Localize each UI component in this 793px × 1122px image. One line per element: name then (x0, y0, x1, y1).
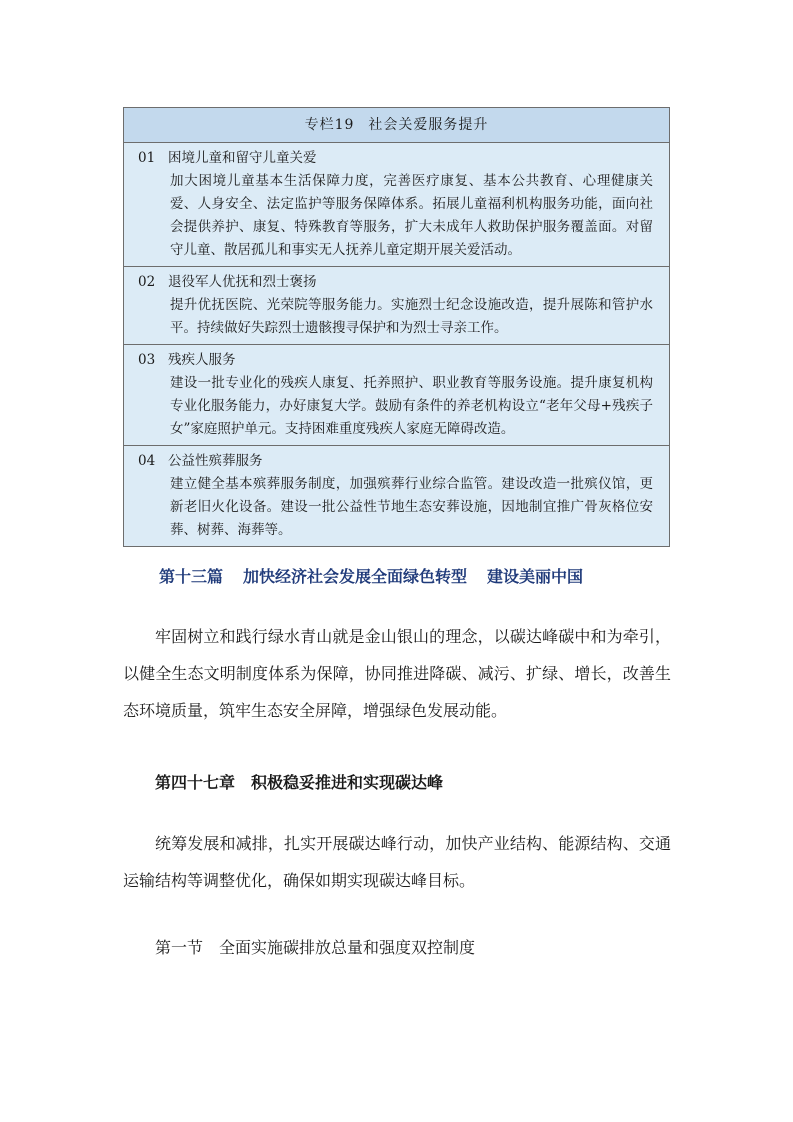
item-heading: 公益性殡葬服务 (168, 453, 263, 469)
part-title-a: 加快经济社会发展全面绿色转型 (243, 567, 468, 586)
chapter-label: 第四十七章 (155, 773, 236, 792)
item-number: 04 (138, 453, 156, 469)
item-body: 提升优抚医院、光荣院等服务能力。实施烈士纪念设施改造，提升展陈和管护水平。持续做好失踪烈士遗骸搜寻保护和为烈士寻亲工作。 (170, 297, 653, 336)
item-number: 03 (138, 352, 156, 368)
item-heading: 退役军人优抚和烈士褒扬 (168, 274, 317, 290)
column-title-text: 社会关爱服务提升 (368, 117, 489, 133)
item-number: 02 (138, 274, 156, 290)
column-item-04 (124, 446, 669, 546)
section-heading (155, 933, 475, 963)
section-label: 第一节 (155, 938, 204, 957)
item-heading: 困境儿童和留守儿童关爱 (168, 150, 317, 166)
chapter-paragraph: 统筹发展和减排，扎实开展碳达峰行动，加快产业结构、能源结构、交通运输结构等调整优化，确保如期实现碳达峰目标。 (123, 834, 671, 890)
part-label: 第十三篇 (159, 567, 224, 586)
column-title (124, 108, 669, 143)
column-item-02 (124, 267, 669, 345)
item-body: 建立健全基本殡葬服务制度，加强殡葬行业综合监管。建设改造一批殡仪馆，更新老旧火化设备。建设一批公益性节地生态安葬设施，因地制宜推广骨灰格位安葬、树葬、海葬等。 (170, 476, 653, 538)
item-body: 加大困境儿童基本生活保障力度，完善医疗康复、基本公共教育、心理健康关爱、人身安全、法定监护等服务保障体系。拓展儿童福利机构服务功能，面向社会提供养护、康复、特殊教育等服务，扩大未成年人救助保护服务覆盖面。对留守儿童、散居孤儿和事实无人抚养儿童定期开展关爱活动。 (170, 173, 653, 258)
item-body: 建设一批专业化的残疾人康复、托养照护、职业教育等服务设施。提升康复机构专业化服务能力，办好康复大学。鼓励有条件的养老机构设立“老年父母+残疾子女”家庭照护单元。支持困难重度残疾人家庭无障碍改造。 (170, 375, 653, 437)
column-item-01 (124, 143, 669, 267)
item-heading: 残疾人服务 (168, 352, 236, 368)
chapter-heading (155, 768, 443, 798)
part-title (159, 562, 639, 592)
item-number: 01 (138, 150, 156, 166)
column-box (123, 107, 670, 547)
column-label: 专栏19 (304, 117, 355, 133)
part-title-b: 建设美丽中国 (487, 567, 584, 586)
column-item-03 (124, 345, 669, 446)
section-title: 全面实施碳排放总量和强度双控制度 (219, 938, 476, 957)
chapter-title: 积极稳妥推进和实现碳达峰 (251, 773, 444, 792)
intro-paragraph: 牢固树立和践行绿水青山就是金山银山的理念，以碳达峰碳中和为牵引，以健全生态文明制度体系为保障，协同推进降碳、减污、扩绿、增长，改善生态环境质量，筑牢生态安全屏障，增强绿色发展动能。 (123, 627, 671, 720)
